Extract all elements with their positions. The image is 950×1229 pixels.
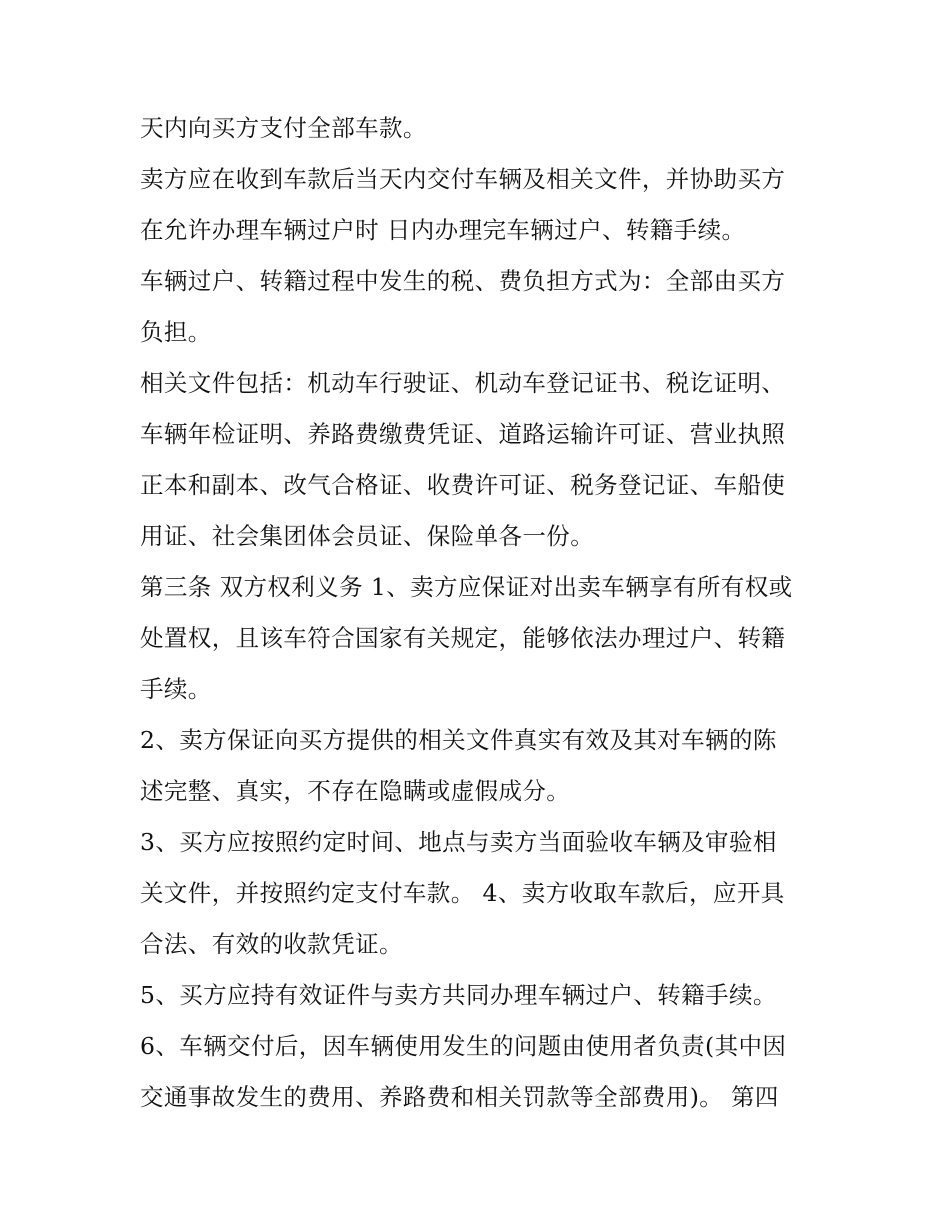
text-line: 车辆过户、转籍过程中发生的税、费负担方式为：全部由买方 [140, 267, 786, 295]
text-line: 3、买方应按照约定时间、地点与卖方当面验收车辆及审验相 [140, 828, 777, 856]
text-line: 负担。 [140, 318, 212, 346]
text-line: 6、车辆交付后，因车辆使用发生的问题由使用者负责(其中因 [140, 1032, 787, 1060]
text-line: 述完整、真实，不存在隐瞒或虚假成分。 [140, 777, 571, 805]
text-line: 在允许办理车辆过户时 日内办理完车辆过户、转籍手续。 [140, 216, 746, 244]
text-line: 相关文件包括：机动车行驶证、机动车登记证书、税讫证明、 [140, 369, 786, 397]
text-line: 2、卖方保证向买方提供的相关文件真实有效及其对车辆的陈 [140, 726, 777, 754]
text-line: 交通事故发生的费用、养路费和相关罚款等全部费用)。 第四 [140, 1083, 779, 1111]
text-line: 关文件，并按照约定支付车款。 4、卖方收取车款后，应开具 [140, 879, 785, 907]
text-line: 5、买方应持有效证件与卖方共同办理车辆过户、转籍手续。 [140, 981, 777, 1009]
text-line: 正本和副本、改气合格证、收费许可证、税务登记证、车船使 [140, 471, 786, 499]
text-line: 处置权，且该车符合国家有关规定，能够依法办理过户、转籍 [140, 624, 786, 652]
text-line: 手续。 [140, 675, 212, 703]
text-line: 第三条 双方权利义务 1、卖方应保证对出卖车辆享有所有权或 [140, 573, 793, 601]
text-line: 卖方应在收到车款后当天内交付车辆及相关文件，并协助买方 [140, 165, 786, 193]
text-line: 天内向买方支付全部车款。 [140, 114, 427, 142]
text-line: 合法、有效的收款凭证。 [140, 930, 403, 958]
text-line: 车辆年检证明、养路费缴费凭证、道路运输许可证、营业执照 [140, 420, 786, 448]
text-line: 用证、社会集团体会员证、保险单各一份。 [140, 522, 595, 550]
